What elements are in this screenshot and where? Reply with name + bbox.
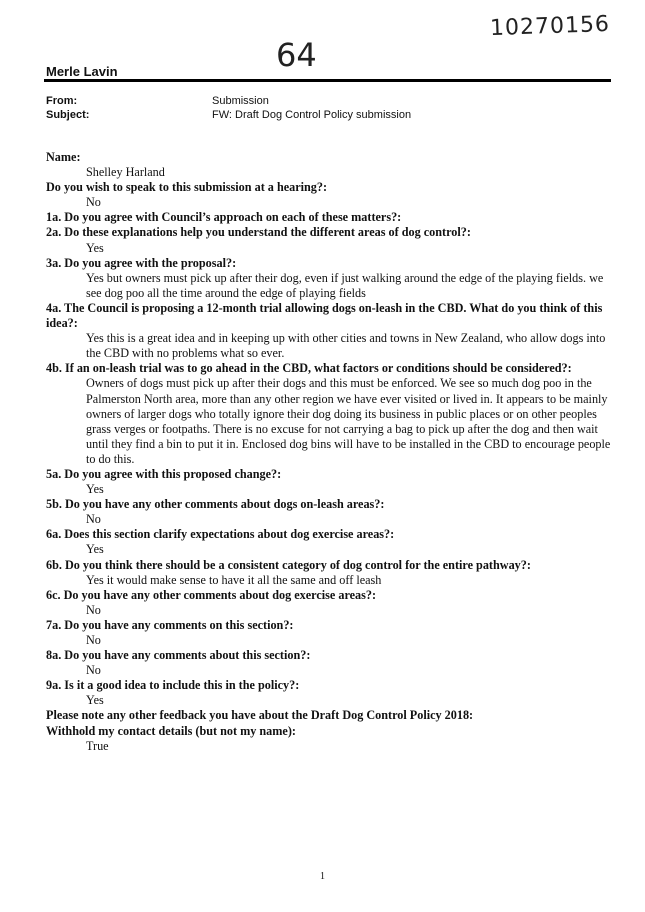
question-15: 9a. Is it a good idea to include this in the policy?: xyxy=(46,678,300,693)
handwritten-page-mark: 64 xyxy=(276,36,317,74)
question-7: 4b. If an on-leash trial was to go ahead in the CBD, what factors or conditions should be considered?: xyxy=(46,361,572,376)
question-8: 5a. Do you agree with this proposed change?: xyxy=(46,466,282,481)
question-17: Withhold my contact details (but not my name): xyxy=(46,723,296,738)
question-1: Name: xyxy=(46,150,81,164)
answer-15: Yes xyxy=(86,693,104,708)
answer-14: No xyxy=(86,663,101,678)
subject-label: Subject: xyxy=(46,109,90,121)
answer-13: No xyxy=(86,633,101,647)
submission-body xyxy=(46,150,612,754)
from-label: From: xyxy=(46,95,78,107)
question-13: 7a. Do you have any comments on this section?: xyxy=(46,617,294,632)
answer-6: Yes this is a great idea and in keeping up with other cities and towns in New Zealand, who allow dogs into the CBD with no problems what so ever. xyxy=(86,331,606,361)
answer-5: Yes but owners must pick up after their dog, even if just walking around the edge of the playing fields. we see dog poo all the time around the edge of playing fields xyxy=(86,270,604,300)
question-11: 6b. Do you think there should be a consistent category of dog control for the entire pathway?: xyxy=(46,557,531,572)
question-10: 6a. Does this section clarify expectations about dog exercise areas?: xyxy=(46,527,395,542)
question-9: 5b. Do you have any other comments about dogs on-leash areas?: xyxy=(46,497,385,512)
answer-11: Yes it would make sense to have it all the same and off leash xyxy=(86,572,382,587)
answer-1: Shelley Harland xyxy=(86,165,165,180)
question-6: 4a. The Council is proposing a 12-month trial allowing dogs on-leash in the CBD. What do you think of this idea?: xyxy=(46,300,603,331)
answer-10: Yes xyxy=(86,542,104,557)
subject-value: FW: Draft Dog Control Policy submission xyxy=(212,109,412,121)
answer-8: Yes xyxy=(86,482,104,497)
question-3: 1a. Do you agree with Council’s approach on each of these matters?: xyxy=(46,210,402,225)
answer-2: No xyxy=(86,195,101,210)
question-14: 8a. Do you have any comments about this section?: xyxy=(46,648,311,663)
question-12: 6c. Do you have any other comments about dog exercise areas?: xyxy=(46,587,377,602)
question-16: Please note any other feedback you have about the Draft Dog Control Policy 2018: xyxy=(46,708,474,723)
sender-name: Merle Lavin xyxy=(46,64,118,79)
question-5: 3a. Do you agree with the proposal?: xyxy=(46,255,237,270)
answer-12: No xyxy=(86,602,101,617)
handwritten-document-number: 10270156 xyxy=(489,11,611,42)
header-divider xyxy=(44,79,611,82)
answer-9: No xyxy=(86,512,101,527)
page-number: 1 xyxy=(320,871,325,882)
answer-17: True xyxy=(86,738,109,753)
question-2: Do you wish to speak to this submission at a hearing?: xyxy=(46,180,328,195)
question-4: 2a. Do these explanations help you understand the different areas of dog control?: xyxy=(46,225,471,240)
answer-7: Owners of dogs must pick up after their dogs and this must be enforced. We see so much dog poo in the Palmerston North area, more than any other region we have ever visited or lived in. It appears to be mainly owners of larger dogs who totally ignore their dog doing its business in public places or on other peoples grass verges or footpaths. There is no excuse for not carrying a bag to pick up after the dog and then wait until they find a bin to put it in. Enclosed dog bins will have to be installed in the CBD to encourage people to do this. xyxy=(86,376,611,466)
from-value: Submission xyxy=(212,95,269,107)
answer-4: Yes xyxy=(86,240,104,255)
